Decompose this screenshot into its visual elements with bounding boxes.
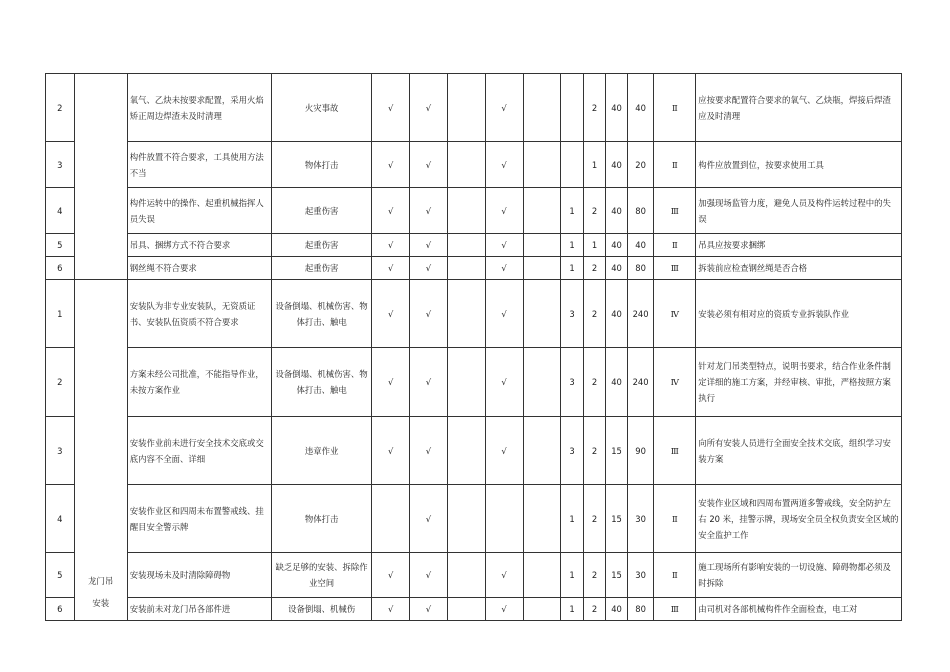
hazard-description: 构件放置不符合要求，工具使用方法不当 bbox=[127, 142, 271, 188]
risk-assessment-table bbox=[45, 73, 902, 621]
table-row bbox=[46, 74, 902, 142]
check-cell bbox=[447, 348, 485, 417]
control-measure: 吊具应按要求捆绑 bbox=[696, 234, 902, 257]
check-cell: √ bbox=[485, 142, 523, 188]
hazard-description: 方案未经公司批准，不能指导作业，未按方案作业 bbox=[127, 348, 271, 417]
risk-level: Ⅲ bbox=[654, 417, 696, 485]
check-cell: √ bbox=[372, 188, 410, 234]
check-cell: √ bbox=[410, 598, 448, 621]
check-cell: √ bbox=[372, 74, 410, 142]
risk-level: Ⅱ bbox=[654, 234, 696, 257]
check-cell bbox=[523, 188, 561, 234]
control-measure: 应按要求配置符合要求的氧气、乙炔瓶，焊接后焊渣应及时清理 bbox=[696, 74, 902, 142]
exposure-value: 2 bbox=[583, 188, 605, 234]
table-row bbox=[46, 348, 902, 417]
control-measure: 加强现场监管力度，避免人员及构件运转过程中的失误 bbox=[696, 188, 902, 234]
check-cell bbox=[447, 553, 485, 598]
hazard-description: 构件运转中的操作、起重机械指挥人员失误 bbox=[127, 188, 271, 234]
check-cell bbox=[447, 598, 485, 621]
check-cell: √ bbox=[485, 74, 523, 142]
hazard-description: 安装前未对龙门吊各部件进 bbox=[127, 598, 271, 621]
table-row bbox=[46, 142, 902, 188]
check-cell bbox=[372, 485, 410, 553]
check-cell: √ bbox=[485, 280, 523, 348]
danger-score: 240 bbox=[627, 280, 654, 348]
risk-level: Ⅱ bbox=[654, 485, 696, 553]
consequence-value: 15 bbox=[606, 553, 627, 598]
group-label-line1: 龙门吊 bbox=[88, 576, 114, 586]
table-row bbox=[46, 553, 902, 598]
accident-type: 火灾事故 bbox=[271, 74, 371, 142]
accident-type: 物体打击 bbox=[271, 142, 371, 188]
table-row bbox=[46, 598, 902, 621]
check-cell bbox=[523, 553, 561, 598]
table-row bbox=[46, 417, 902, 485]
risk-level: Ⅲ bbox=[654, 188, 696, 234]
check-cell: √ bbox=[410, 188, 448, 234]
risk-level: Ⅱ bbox=[654, 553, 696, 598]
check-cell: √ bbox=[485, 188, 523, 234]
consequence-value: 40 bbox=[606, 234, 627, 257]
control-measure: 拆装前应检查钢丝绳是否合格 bbox=[696, 257, 902, 280]
check-cell: √ bbox=[410, 234, 448, 257]
hazard-description: 安装队为非专业安装队，无资质证书、安装队伍资质不符合要求 bbox=[127, 280, 271, 348]
consequence-value: 40 bbox=[606, 188, 627, 234]
risk-level: Ⅳ bbox=[654, 348, 696, 417]
check-cell: √ bbox=[372, 234, 410, 257]
control-measure: 安装必须有相对应的资质专业拆装队作业 bbox=[696, 280, 902, 348]
danger-score: 80 bbox=[627, 188, 654, 234]
risk-level: Ⅲ bbox=[654, 257, 696, 280]
table-row bbox=[46, 280, 902, 348]
likelihood-value: 1 bbox=[561, 257, 583, 280]
consequence-value: 40 bbox=[606, 280, 627, 348]
accident-type: 设备倒塌、机械伤害、物体打击、触电 bbox=[271, 348, 371, 417]
accident-type: 物体打击 bbox=[271, 485, 371, 553]
likelihood-value bbox=[561, 142, 583, 188]
likelihood-value: 3 bbox=[561, 348, 583, 417]
danger-score: 40 bbox=[627, 74, 654, 142]
likelihood-value: 1 bbox=[561, 234, 583, 257]
exposure-value: 2 bbox=[583, 598, 605, 621]
check-cell: √ bbox=[372, 280, 410, 348]
row-number: 2 bbox=[46, 74, 75, 142]
danger-score: 20 bbox=[627, 142, 654, 188]
risk-level: Ⅳ bbox=[654, 280, 696, 348]
exposure-value: 2 bbox=[583, 417, 605, 485]
control-measure: 由司机对各部机械构件作全面检查，电工对 bbox=[696, 598, 902, 621]
row-number: 3 bbox=[46, 142, 75, 188]
likelihood-value: 1 bbox=[561, 598, 583, 621]
exposure-value: 2 bbox=[583, 485, 605, 553]
consequence-value: 40 bbox=[606, 142, 627, 188]
hazard-description: 氧气、乙炔未按要求配置，采用火焰矫正周边焊渣未及时清理 bbox=[127, 74, 271, 142]
check-cell bbox=[447, 417, 485, 485]
control-measure: 向所有安装人员进行全面安全技术交底，组织学习安装方案 bbox=[696, 417, 902, 485]
check-cell: √ bbox=[485, 553, 523, 598]
danger-score: 80 bbox=[627, 598, 654, 621]
danger-score: 90 bbox=[627, 417, 654, 485]
check-cell bbox=[447, 257, 485, 280]
row-number: 5 bbox=[46, 553, 75, 598]
check-cell: √ bbox=[372, 417, 410, 485]
group-cell-1 bbox=[74, 74, 127, 280]
check-cell: √ bbox=[410, 485, 448, 553]
accident-type: 起重伤害 bbox=[271, 188, 371, 234]
accident-type: 设备倒塌、机械伤害、物体打击、触电 bbox=[271, 280, 371, 348]
danger-score: 80 bbox=[627, 257, 654, 280]
control-measure: 施工现场所有影响安装的一切设施、障碍物都必须及时拆除 bbox=[696, 553, 902, 598]
check-cell bbox=[447, 188, 485, 234]
exposure-value: 2 bbox=[583, 74, 605, 142]
accident-type: 违章作业 bbox=[271, 417, 371, 485]
hazard-description: 吊具、捆绑方式不符合要求 bbox=[127, 234, 271, 257]
exposure-value: 2 bbox=[583, 280, 605, 348]
check-cell bbox=[447, 485, 485, 553]
check-cell: √ bbox=[485, 234, 523, 257]
consequence-value: 15 bbox=[606, 417, 627, 485]
accident-type: 设备倒塌、机械伤 bbox=[271, 598, 371, 621]
consequence-value: 40 bbox=[606, 348, 627, 417]
accident-type: 缺乏足够的安装、拆除作业空间 bbox=[271, 553, 371, 598]
group-cell-gantry-crane-install bbox=[74, 280, 127, 621]
row-number: 4 bbox=[46, 485, 75, 553]
check-cell: √ bbox=[410, 348, 448, 417]
check-cell: √ bbox=[372, 142, 410, 188]
consequence-value: 40 bbox=[606, 74, 627, 142]
check-cell: √ bbox=[410, 74, 448, 142]
exposure-value: 1 bbox=[583, 142, 605, 188]
check-cell bbox=[447, 280, 485, 348]
check-cell: √ bbox=[410, 553, 448, 598]
accident-type: 起重伤害 bbox=[271, 257, 371, 280]
risk-level: Ⅲ bbox=[654, 598, 696, 621]
row-number: 5 bbox=[46, 234, 75, 257]
check-cell bbox=[523, 485, 561, 553]
likelihood-value: 1 bbox=[561, 553, 583, 598]
accident-type: 起重伤害 bbox=[271, 234, 371, 257]
table-row bbox=[46, 188, 902, 234]
danger-score: 240 bbox=[627, 348, 654, 417]
consequence-value: 40 bbox=[606, 598, 627, 621]
danger-score: 40 bbox=[627, 234, 654, 257]
table-row bbox=[46, 234, 902, 257]
risk-level: Ⅱ bbox=[654, 142, 696, 188]
check-cell: √ bbox=[372, 257, 410, 280]
check-cell: √ bbox=[485, 598, 523, 621]
check-cell bbox=[523, 142, 561, 188]
check-cell: √ bbox=[410, 257, 448, 280]
likelihood-value: 1 bbox=[561, 485, 583, 553]
check-cell bbox=[523, 74, 561, 142]
likelihood-value: 3 bbox=[561, 417, 583, 485]
check-cell bbox=[447, 142, 485, 188]
table-row bbox=[46, 485, 902, 553]
check-cell bbox=[447, 74, 485, 142]
control-measure: 构件应放置到位，按要求使用工具 bbox=[696, 142, 902, 188]
risk-level: Ⅱ bbox=[654, 74, 696, 142]
check-cell: √ bbox=[372, 598, 410, 621]
check-cell bbox=[523, 257, 561, 280]
likelihood-value: 1 bbox=[561, 188, 583, 234]
check-cell: √ bbox=[372, 553, 410, 598]
row-number: 2 bbox=[46, 348, 75, 417]
check-cell bbox=[523, 598, 561, 621]
check-cell bbox=[523, 280, 561, 348]
row-number: 4 bbox=[46, 188, 75, 234]
exposure-value: 1 bbox=[583, 234, 605, 257]
control-measure: 针对龙门吊类型特点，说明书要求，结合作业条件制定详细的施工方案，并经审核、审批，严格按照方案执行 bbox=[696, 348, 902, 417]
likelihood-value bbox=[561, 74, 583, 142]
check-cell: √ bbox=[485, 417, 523, 485]
control-measure: 安装作业区域和四周布置两道多警戒线，安全防护左右 20 米，挂警示牌，现场安全员全权负责安全区域的安全监护工作 bbox=[696, 485, 902, 553]
consequence-value: 15 bbox=[606, 485, 627, 553]
check-cell: √ bbox=[372, 348, 410, 417]
check-cell: √ bbox=[410, 142, 448, 188]
check-cell bbox=[523, 234, 561, 257]
group-label-line2: 安装 bbox=[92, 598, 110, 608]
consequence-value: 40 bbox=[606, 257, 627, 280]
check-cell bbox=[485, 485, 523, 553]
row-number: 1 bbox=[46, 280, 75, 348]
check-cell: √ bbox=[485, 257, 523, 280]
check-cell bbox=[523, 417, 561, 485]
check-cell bbox=[523, 348, 561, 417]
check-cell: √ bbox=[410, 417, 448, 485]
hazard-description: 安装作业区和四周未布置警戒线、挂醒目安全警示牌 bbox=[127, 485, 271, 553]
exposure-value: 2 bbox=[583, 348, 605, 417]
likelihood-value: 3 bbox=[561, 280, 583, 348]
check-cell: √ bbox=[485, 348, 523, 417]
row-number: 6 bbox=[46, 257, 75, 280]
exposure-value: 2 bbox=[583, 553, 605, 598]
check-cell bbox=[447, 234, 485, 257]
hazard-description: 安装作业前未进行安全技术交底或交底内容不全面、详细 bbox=[127, 417, 271, 485]
hazard-description: 钢丝绳不符合要求 bbox=[127, 257, 271, 280]
exposure-value: 2 bbox=[583, 257, 605, 280]
danger-score: 30 bbox=[627, 553, 654, 598]
table-row bbox=[46, 257, 902, 280]
row-number: 3 bbox=[46, 417, 75, 485]
row-number: 6 bbox=[46, 598, 75, 621]
check-cell: √ bbox=[410, 280, 448, 348]
danger-score: 30 bbox=[627, 485, 654, 553]
hazard-description: 安装现场未及时清除障碍物 bbox=[127, 553, 271, 598]
